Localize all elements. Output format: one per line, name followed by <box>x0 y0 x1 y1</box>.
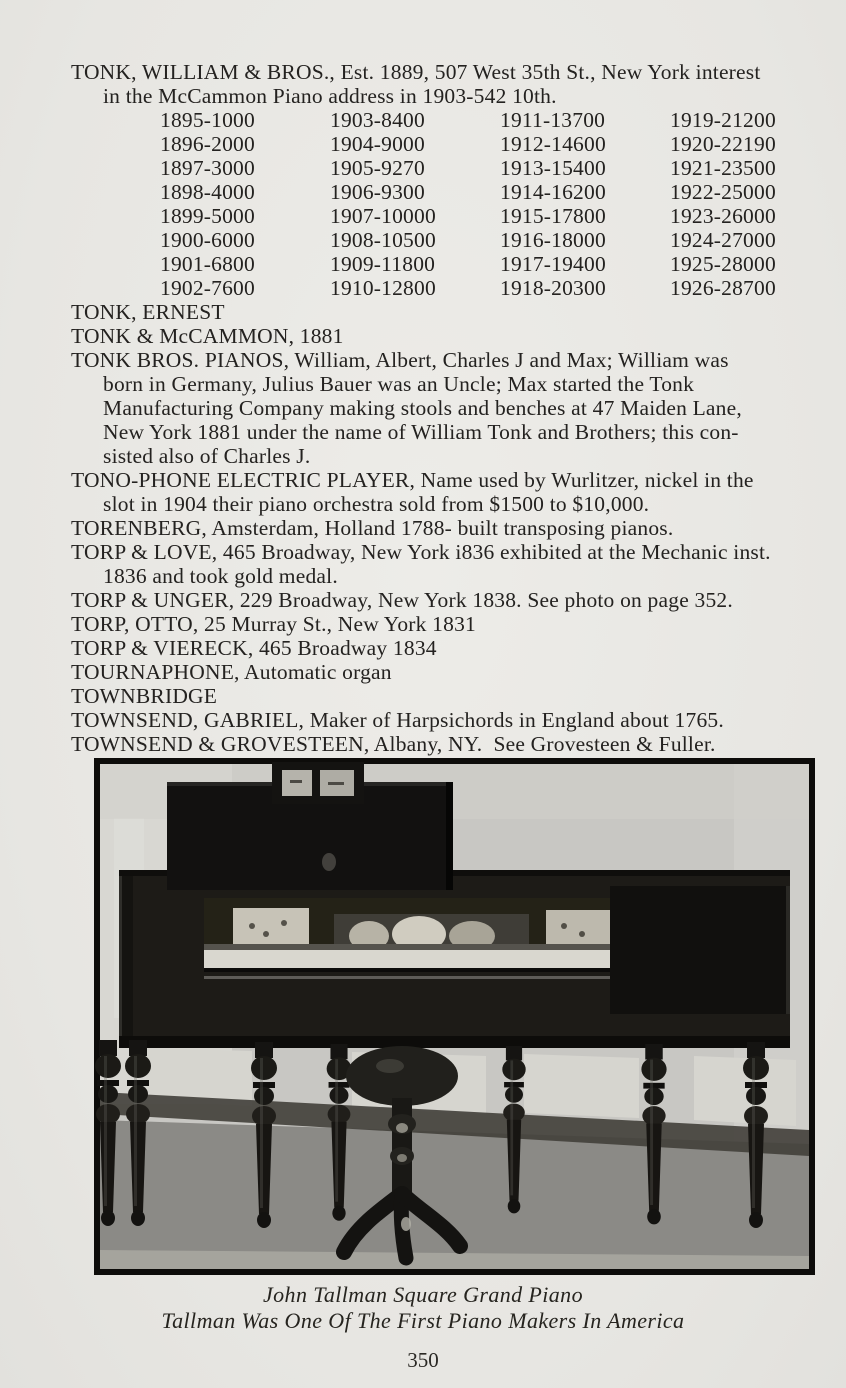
music-stand <box>272 762 364 804</box>
text-line: TONK & McCAMMON, 1881 <box>71 324 344 348</box>
serial-row <box>71 132 833 156</box>
serial-cell: 1899-5000 <box>160 204 255 228</box>
serial-cell: 1919-21200 <box>670 108 776 132</box>
serial-cell: 1911-13700 <box>500 108 606 132</box>
serial-cell: 1907-10000 <box>330 204 436 228</box>
text-line: TONK BROS. PIANOS, William, Albert, Charles J and Max; William was <box>71 348 729 372</box>
serial-cell: 1913-15400 <box>500 156 606 180</box>
serial-cell: 1916-18000 <box>500 228 606 252</box>
serial-cell: 1896-2000 <box>160 132 255 156</box>
serial-cell: 1905-9270 <box>330 156 425 180</box>
serial-cell: 1895-1000 <box>160 108 255 132</box>
serial-cell: 1923-26000 <box>670 204 776 228</box>
serial-cell: 1917-19400 <box>500 252 606 276</box>
caption-line-2: Tallman Was One Of The First Piano Makers In America <box>161 1308 685 1333</box>
serial-cell: 1897-3000 <box>160 156 255 180</box>
piano-photo <box>94 758 815 1275</box>
text-line: TORP & VIERECK, 465 Broadway 1834 <box>71 636 437 660</box>
serial-cell: 1904-9000 <box>330 132 425 156</box>
serial-cell: 1925-28000 <box>670 252 776 276</box>
serial-cell: 1908-10500 <box>330 228 436 252</box>
text-line: TONK, ERNEST <box>71 300 225 324</box>
entry-intro <box>71 60 833 108</box>
directory-text <box>71 60 833 756</box>
serial-cell: 1926-28700 <box>670 276 776 300</box>
serial-cell: 1915-17800 <box>500 204 606 228</box>
text-line: TOWNSEND, GABRIEL, Maker of Harpsichords in England about 1765. <box>71 708 724 732</box>
text-line: TOWNSEND & GROVESTEEN, Albany, NY. See Grovesteen & Fuller. <box>71 732 716 756</box>
text-line: TOURNAPHONE, Automatic organ <box>71 660 392 684</box>
serial-cell: 1921-23500 <box>670 156 776 180</box>
caption-line-1: John Tallman Square Grand Piano <box>262 1282 583 1307</box>
serial-cell: 1910-12800 <box>330 276 436 300</box>
serial-cell: 1922-25000 <box>670 180 776 204</box>
text-line: slot in 1904 their piano orchestra sold from $1500 to $10,000. <box>103 492 650 516</box>
serial-cell: 1918-20300 <box>500 276 606 300</box>
serial-row <box>71 252 833 276</box>
serial-cell: 1912-14600 <box>500 132 606 156</box>
serial-cell: 1903-8400 <box>330 108 425 132</box>
text-line: TOWNBRIDGE <box>71 684 218 708</box>
text-line: TORP & LOVE, 465 Broadway, New York i836 exhibited at the Mechanic inst. <box>71 540 771 564</box>
text-line: sisted also of Charles J. <box>103 444 311 468</box>
text-line: in the McCammon Piano address in 1903-542 10th. <box>103 84 557 108</box>
text-line: born in Germany, Julius Bauer was an Uncle; Max started the Tonk <box>103 372 695 396</box>
text-line: TORP, OTTO, 25 Murray St., New York 1831 <box>71 612 476 636</box>
text-line: TORENBERG, Amsterdam, Holland 1788- built transposing pianos. <box>71 516 674 540</box>
piano-photo-art <box>94 758 815 1275</box>
serial-row <box>71 180 833 204</box>
entry-list <box>71 300 833 756</box>
page-number: 350 <box>407 1348 439 1372</box>
serial-cell: 1906-9300 <box>330 180 425 204</box>
serial-row <box>71 156 833 180</box>
serial-row <box>71 228 833 252</box>
serial-cell: 1909-11800 <box>330 252 436 276</box>
text-line: TORP & UNGER, 229 Broadway, New York 1838. See photo on page 352. <box>71 588 733 612</box>
serial-cell: 1914-16200 <box>500 180 606 204</box>
serial-number-table <box>71 108 833 300</box>
serial-row <box>71 108 833 132</box>
serial-cell: 1898-4000 <box>160 180 255 204</box>
serial-row <box>71 276 833 300</box>
serial-cell: 1924-27000 <box>670 228 776 252</box>
serial-cell: 1902-7600 <box>160 276 255 300</box>
text-line: TONK, WILLIAM & BROS., Est. 1889, 507 West 35th St., New York interest <box>71 60 761 84</box>
text-line: 1836 and took gold medal. <box>103 564 338 588</box>
serial-cell: 1900-6000 <box>160 228 255 252</box>
serial-cell: 1901-6800 <box>160 252 255 276</box>
serial-cell: 1920-22190 <box>670 132 776 156</box>
text-line: TONO-PHONE ELECTRIC PLAYER, Name used by Wurlitzer, nickel in the <box>71 468 754 492</box>
text-line: Manufacturing Company making stools and benches at 47 Maiden Lane, <box>103 396 742 420</box>
serial-row <box>71 204 833 228</box>
text-line: New York 1881 under the name of William Tonk and Brothers; this con- <box>103 420 739 444</box>
photo-caption <box>0 1282 846 1334</box>
